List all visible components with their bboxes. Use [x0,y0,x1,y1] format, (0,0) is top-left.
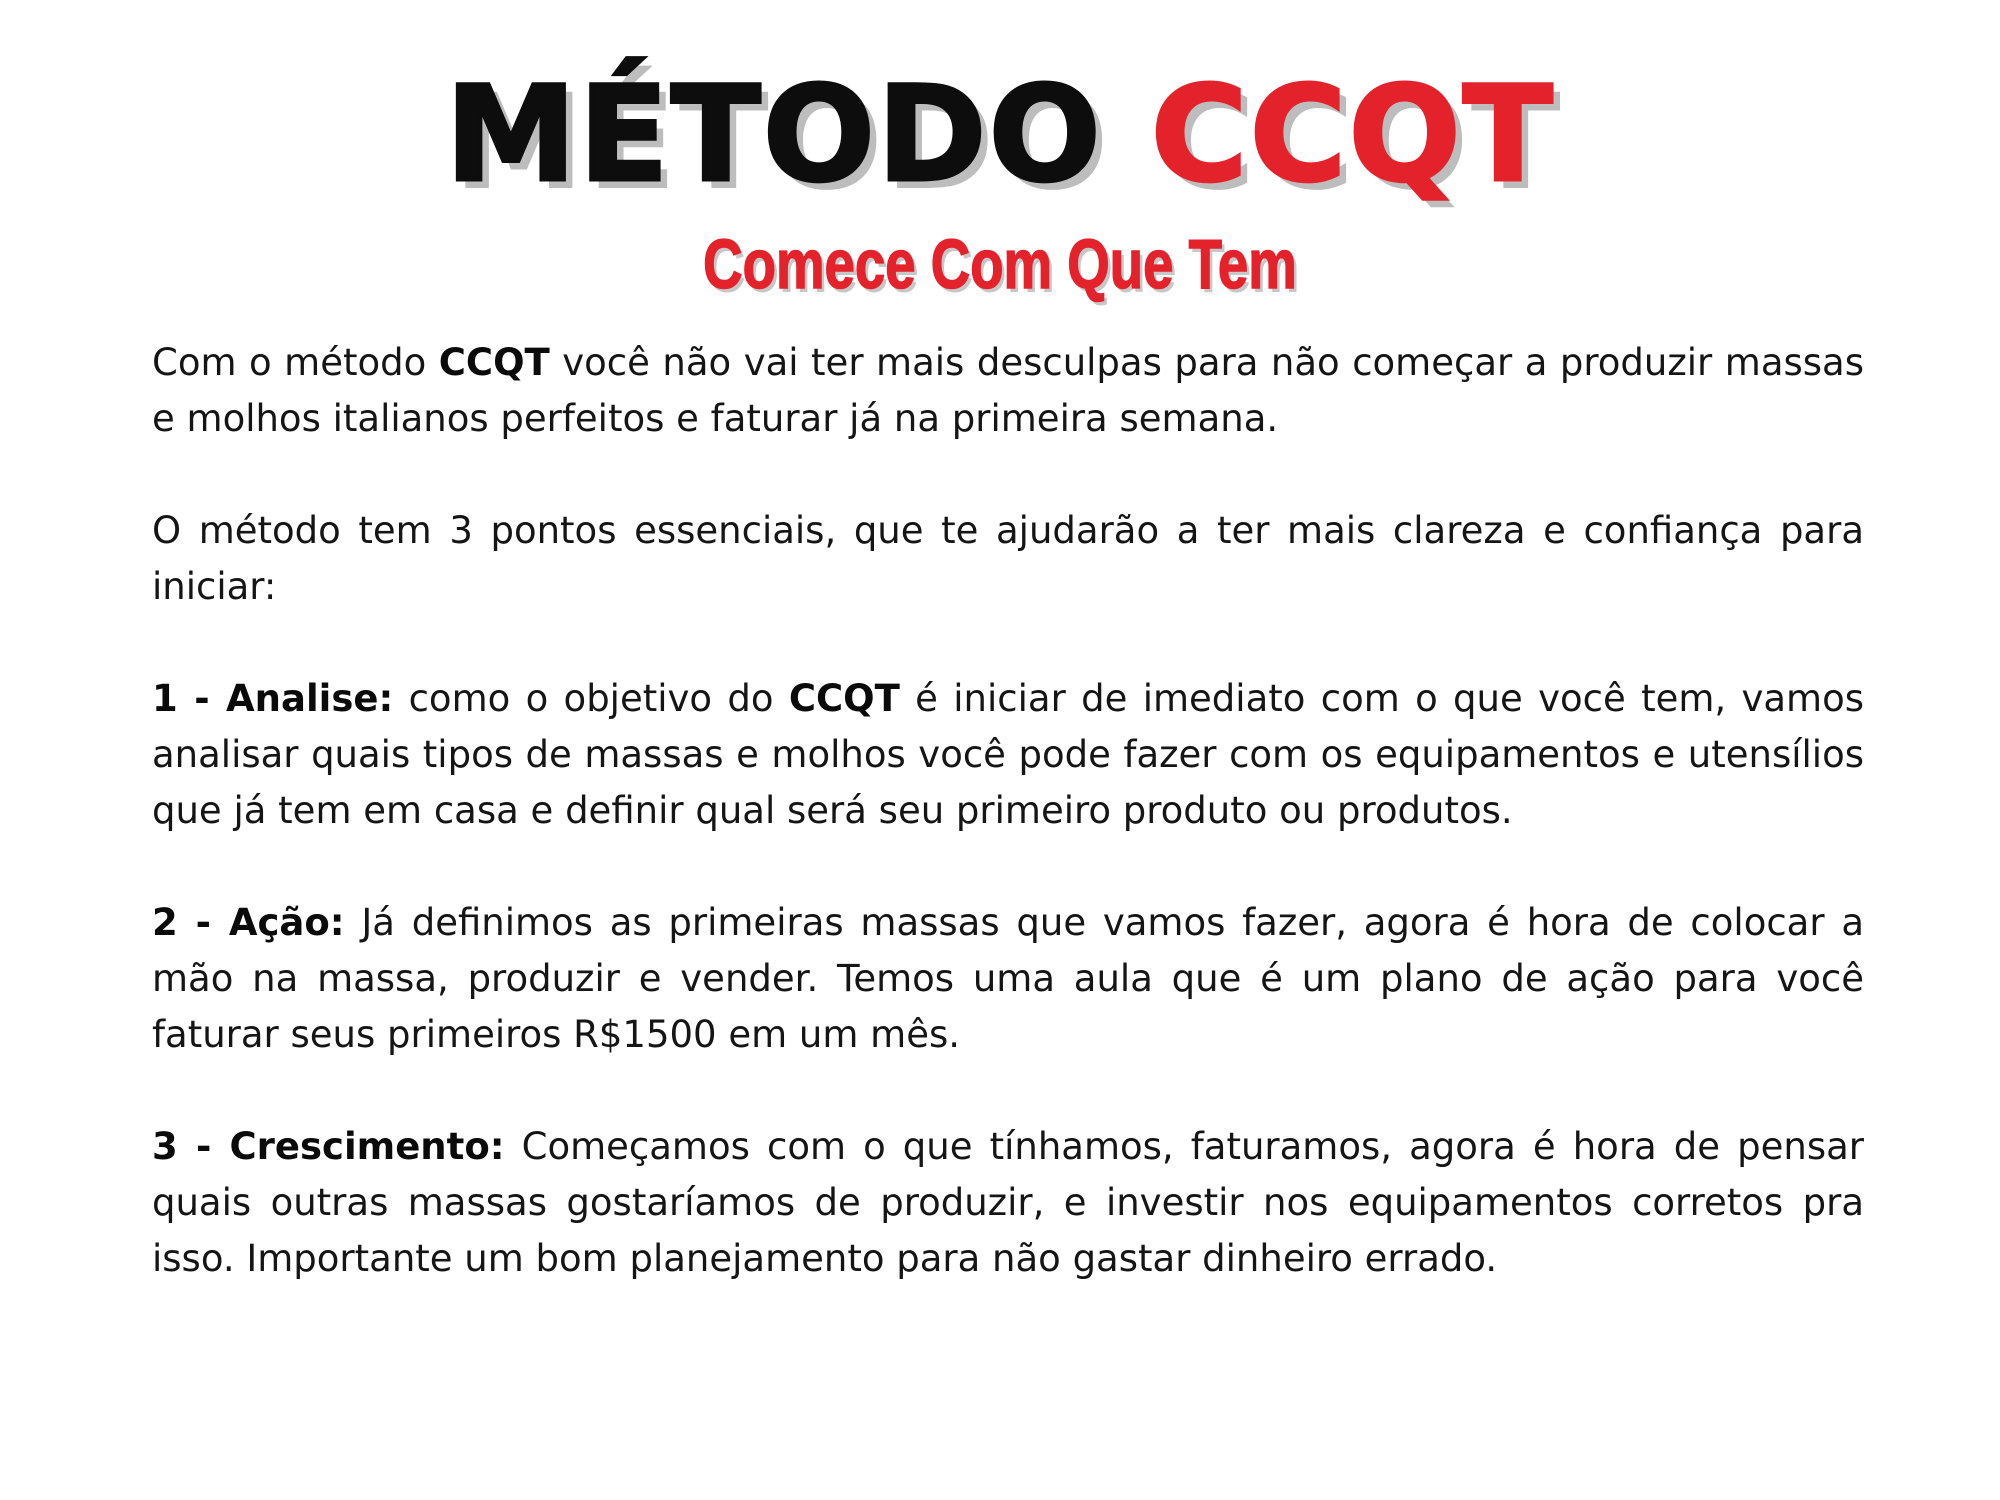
point-1-text-a: como o objetivo do [393,677,789,720]
points-intro-text: O método tem 3 pontos essenciais, que te ajudarão a ter mais clareza e confiança para iniciar: [152,509,1864,608]
point-1-label: 1 - Analise: [152,677,394,720]
point-2-paragraph [152,895,1864,1063]
point-1-text-c: é iniciar de imediato com o que você tem, vamos analisar quais tipos de massas e molhos você pode fazer com os equipamentos e utensílios que já tem em casa e definir qual será seu primeiro produto ou produtos. [152,677,1865,832]
point-3-text: Começamos com o que tínhamos, faturamos, agora é hora de pensar quais outras massas gostaríamos de produzir, e investir nos equipamentos corretos pra isso. Importante um bom planejamento para não gastar dinheiro errado. [152,1125,1864,1280]
point-2-text: Já definimos as primeiras massas que vamos fazer, agora é hora de colocar a mão na massa, produzir e vender. Temos uma aula que é um plano de ação para você faturar seus primeiros R$1500 em um mês. [152,901,1864,1056]
point-3-paragraph [152,1119,1864,1287]
page-title [0,60,2000,210]
intro-paragraph [152,335,1864,447]
intro-ccqt-bold: CCQT [438,341,550,384]
points-intro-paragraph [152,503,1864,615]
intro-text-a: Com o método [152,341,439,384]
title-word-metodo: MÉTODO [445,58,1103,212]
intro-text-c: você não vai ter mais desculpas para não começar a produzir massas e molhos italianos perfeitos e faturar já na primeira semana. [152,341,1865,440]
point-3-label: 3 - Crescimento: [152,1125,505,1168]
header [0,60,2000,304]
point-2-label: 2 - Ação: [152,901,345,944]
point-1-paragraph [152,671,1864,839]
point-1-ccqt-bold: CCQT [788,677,900,720]
page-subtitle: Comece Com Que Tem [703,225,1297,303]
title-word-ccqt: CCQT [1150,58,1555,212]
body-text [152,335,1864,1343]
